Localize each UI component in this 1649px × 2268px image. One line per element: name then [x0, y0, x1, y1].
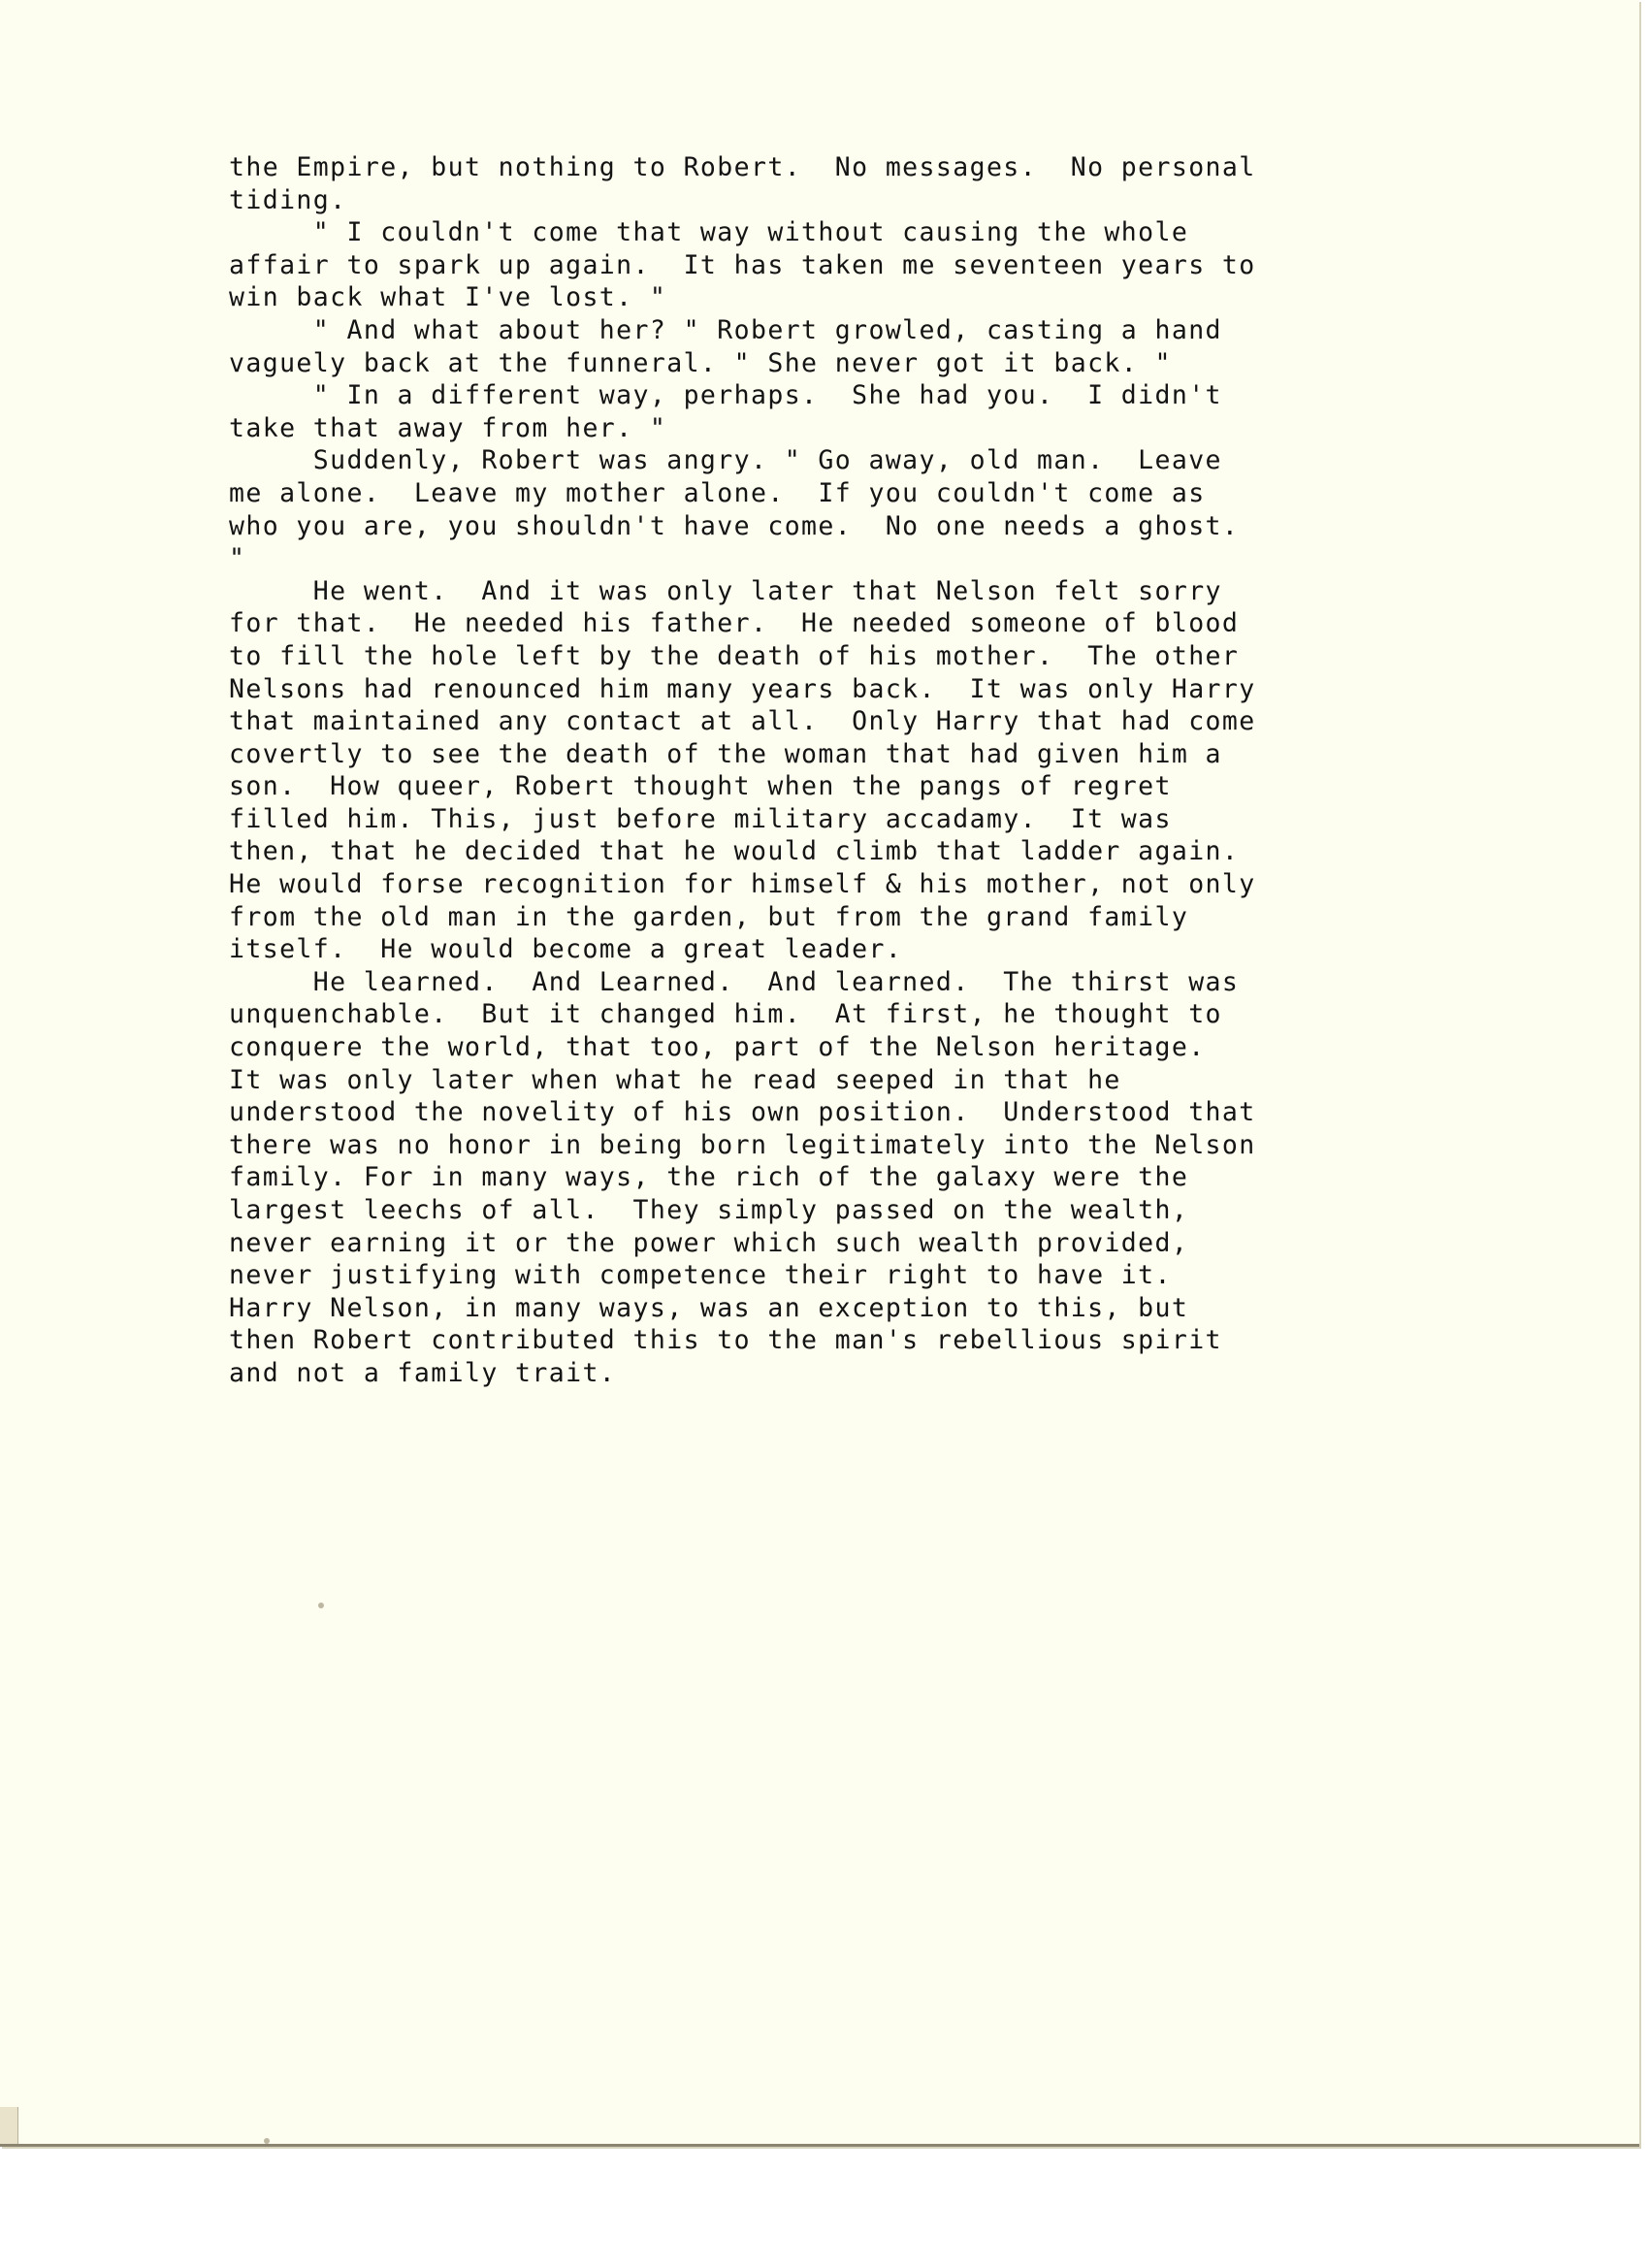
text-line: He learned. And Learned. And learned. The thirst was — [229, 966, 1240, 997]
text-line: son. How queer, Robert thought when the pangs of regret — [229, 771, 1172, 802]
text-line: Suddenly, Robert was angry. " Go away, old man. Leave — [229, 445, 1222, 476]
text-line: to fill the hole left by the death of his mother. The other — [229, 640, 1240, 671]
text-line: family. For in many ways, the rich of the galaxy were the — [229, 1162, 1189, 1193]
text-line: win back what I've lost. " — [229, 282, 667, 313]
text-line: filled him. This, just before military accadamy. It was — [229, 803, 1172, 834]
text-line: He would forse recognition for himself & his mother, not only — [229, 869, 1256, 900]
text-line: covertly to see the death of the woman that had given him a — [229, 738, 1222, 769]
text-line: Nelsons had renounced him many years back. It was only Harry — [229, 673, 1256, 704]
text-line: me alone. Leave my mother alone. If you couldn't come as — [229, 477, 1206, 508]
torn-corner — [0, 2107, 18, 2144]
text-line: He went. And it was only later that Nelson felt sorry — [229, 575, 1222, 606]
text-line: never justifying with competence their right to have it. — [229, 1260, 1172, 1291]
paper-speck — [264, 2138, 270, 2144]
text-line: take that away from her. " — [229, 412, 667, 443]
text-line: that maintained any contact at all. Only Harry that had come — [229, 706, 1256, 737]
text-line: Harry Nelson, in many ways, was an exception to this, but — [229, 1292, 1189, 1323]
text-line: then, that he decided that he would climb that ladder again. — [229, 836, 1240, 867]
text-line: the Empire, but nothing to Robert. No messages. No personal — [229, 152, 1256, 182]
text-line: vaguely back at the funneral. " She never got it back. " — [229, 347, 1172, 378]
text-line: tiding. — [229, 184, 347, 215]
text-line: for that. He needed his father. He needed someone of blood — [229, 608, 1240, 639]
paper-speck — [318, 1603, 324, 1608]
text-line: unquenchable. But it changed him. At first, he thought to — [229, 999, 1222, 1030]
text-line: affair to spark up again. It has taken me seventeen years to — [229, 249, 1256, 280]
text-line: then Robert contributed this to the man's rebellious spirit — [229, 1325, 1222, 1356]
text-line: conquere the world, that too, part of the Nelson heritage. — [229, 1032, 1206, 1063]
text-line: who you are, you shouldn't have come. No one needs a ghost. — [229, 510, 1240, 541]
text-line: " I couldn't come that way without causing the whole — [229, 217, 1189, 248]
text-line: from the old man in the garden, but from the grand family — [229, 901, 1189, 932]
text-line: " And what about her? " Robert growled, casting a hand — [229, 314, 1222, 345]
text-line: " In a different way, perhaps. She had you. I didn't — [229, 380, 1222, 411]
text-line: there was no honor in being born legitimately into the Nelson — [229, 1129, 1256, 1160]
text-line: largest leechs of all. They simply passed on the wealth, — [229, 1195, 1189, 1225]
text-line: It was only later when what he read seeped in that he — [229, 1064, 1121, 1095]
text-line: " — [229, 543, 246, 574]
text-line: never earning it or the power which such wealth provided, — [229, 1227, 1189, 1258]
text-line: itself. He would become a great leader. — [229, 934, 903, 965]
text-line: and not a family trait. — [229, 1357, 617, 1388]
typewritten-text — [229, 151, 1490, 1390]
text-line: understood the novelity of his own position. Understood that — [229, 1097, 1256, 1128]
